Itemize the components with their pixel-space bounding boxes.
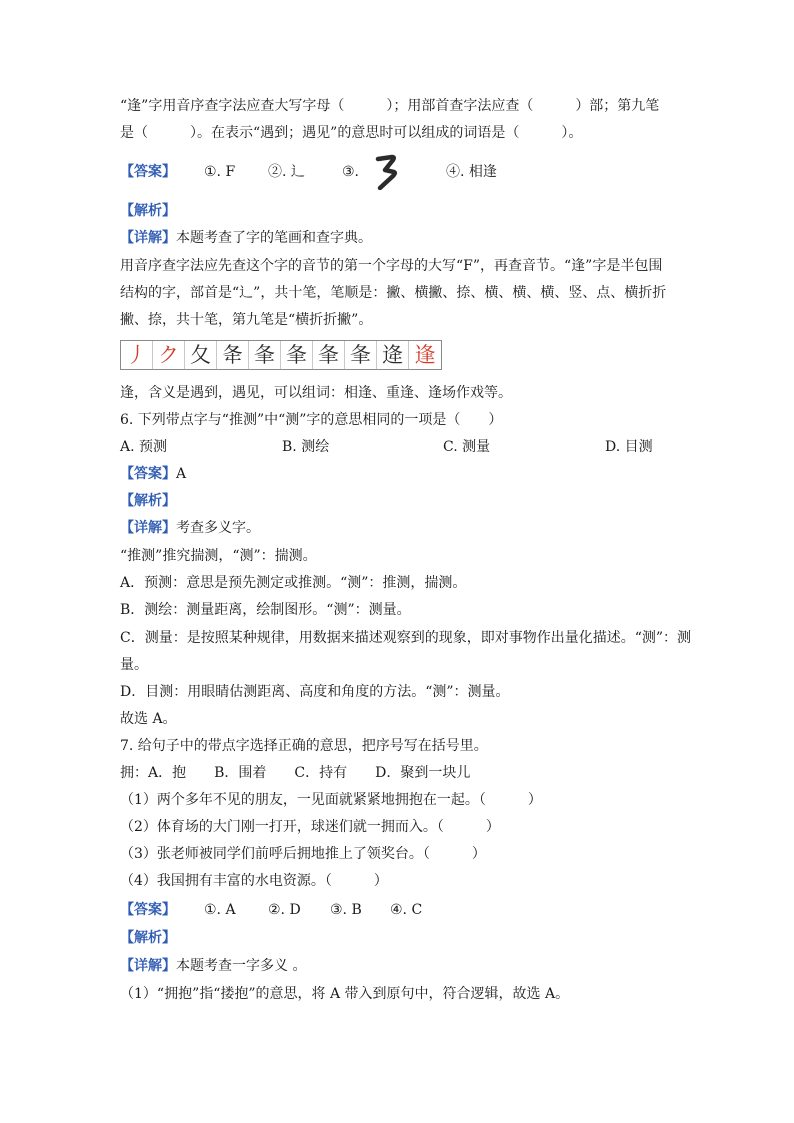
q7-answer-2: ②. D [268,902,301,918]
q5-detail-line [120,230,680,246]
q7-detail-text: 本题考查一字多义 。 [176,958,307,974]
answer-tag: 【答案】 [120,902,176,918]
q7-sentence-3: （3）张老师被同学们前呼后拥地推上了领奖台。（ ） [120,846,486,862]
q7-detail-line [120,958,680,974]
q6-analysis-tag: 【解析】 [120,493,176,509]
q5-answer-4: ④. 相逢 [446,164,497,180]
q6-line-6: D．目测：用眼睛估测距离、高度和角度的方法。“测”：测量。 [120,684,510,700]
answer-tag: 【答案】 [120,466,176,482]
q5-answer-3: ③. [342,164,360,180]
q5-para-1: 用音序查字法应先查这个字的音节的第一个字母的大写“F”，再查音节。“逢”字是半包围 [120,258,663,274]
q7-question: 7. 给句子中的带点字选择正确的意思，把序号写在括号里。 [120,738,488,754]
stroke-step: 夆 [345,341,377,369]
q5-question-line-2: 是（ ）。在表示“遇到；遇见”的意思时可以组成的词语是（ ）。 [120,125,583,141]
q7-answer-1: ①. A [204,902,236,918]
q6-option-d: D. 目测 [605,439,653,455]
detail-tag: 【详解】 [120,958,176,974]
q6-answer: A [176,466,187,482]
q6-line-2: A．预测：意思是预先测定或推测。“测”：推测，揣测。 [120,575,467,591]
answer-tag: 【答案】 [120,164,176,180]
q6-option-b: B. 测绘 [282,439,330,455]
q7-answer-3: ③. B [330,902,362,918]
q6-line-7: 故选 A。 [120,711,177,727]
q6-line-1: “推测”推究揣测，“测”：揣测。 [120,548,317,564]
q5-question-line-1: “逢”字用音序查字法应查大写字母（ ）；用部首查字法应查（ ）部；第九笔 [120,98,660,114]
stroke-step: 逄 [377,341,409,369]
q5-answer-2: ②. 辶 [268,164,305,180]
stroke-step: 夅 [217,341,249,369]
q5-para-2: 结构的字，部首是“辶”，共十笔，笔顺是：撇、横撇、捺、横、横、横、竖、点、横折折 [120,285,667,301]
q5-answer-1: ①. F [204,164,236,180]
stroke-step: 夆 [281,341,313,369]
q6-line-5: 量。 [120,657,148,673]
q6-question: 6. 下列带点字与“推测”中“测”字的意思相同的一项是（ ） [120,412,503,428]
q6-option-a: A. 预测 [120,439,168,455]
q6-detail-text: 考查多义字。 [176,520,260,536]
q6-line-4: C．测量：是按照某种规律，用数据来描述观察到的现象，即对事物作出量化描述。“测”：测 [120,630,692,646]
q6-option-c: C. 测量 [443,439,491,455]
detail-tag: 【详解】 [120,520,176,536]
detail-tag: 【详解】 [120,230,176,246]
hengzhezhepie-stroke-icon [374,154,400,190]
stroke-step: ク [153,341,185,369]
stroke-order-strip [120,340,442,370]
q7-analysis-tag: 【解析】 [120,930,176,946]
q7-sentence-1: （1）两个多年不见的朋友，一见面就紧紧地拥抱在一起。（ ） [120,792,542,808]
q5-detail-text: 本题考查了字的笔画和查字典。 [176,230,372,246]
q6-line-3: B．测绘：测量距离，绘制图形。“测”：测量。 [120,602,411,618]
q7-explanation-1: （1）“拥抱”指“搂抱”的意思，将 A 带入到原句中，符合逻辑，故选 A。 [120,986,570,1002]
stroke-step: 夂 [185,341,217,369]
stroke-step: 丿 [121,341,153,369]
q7-answer-4: ④. C [390,902,423,918]
q5-analysis-tag: 【解析】 [120,203,176,219]
q7-sentence-2: （2）体育场的大门刚一打开，球迷们就一拥而入。（ ） [120,819,500,835]
q5-para-4: 逢，含义是遇到，遇见，可以组词：相逢、重逢、逢场作戏等。 [120,385,512,401]
q5-para-3: 撇、捺，共十笔，第九笔是“横折折撇”。 [120,312,373,328]
q6-answer-line [120,466,680,482]
stroke-step: 逢 [414,343,436,367]
stroke-step: 夆 [249,341,281,369]
q7-meanings: 拥：A．抱 B．围着 C．持有 D．聚到一块儿 [120,765,471,781]
stroke-step: 夆 [313,341,345,369]
q7-sentence-4: （4）我国拥有丰富的水电资源。（ ） [120,873,388,889]
q6-detail-line [120,520,680,536]
